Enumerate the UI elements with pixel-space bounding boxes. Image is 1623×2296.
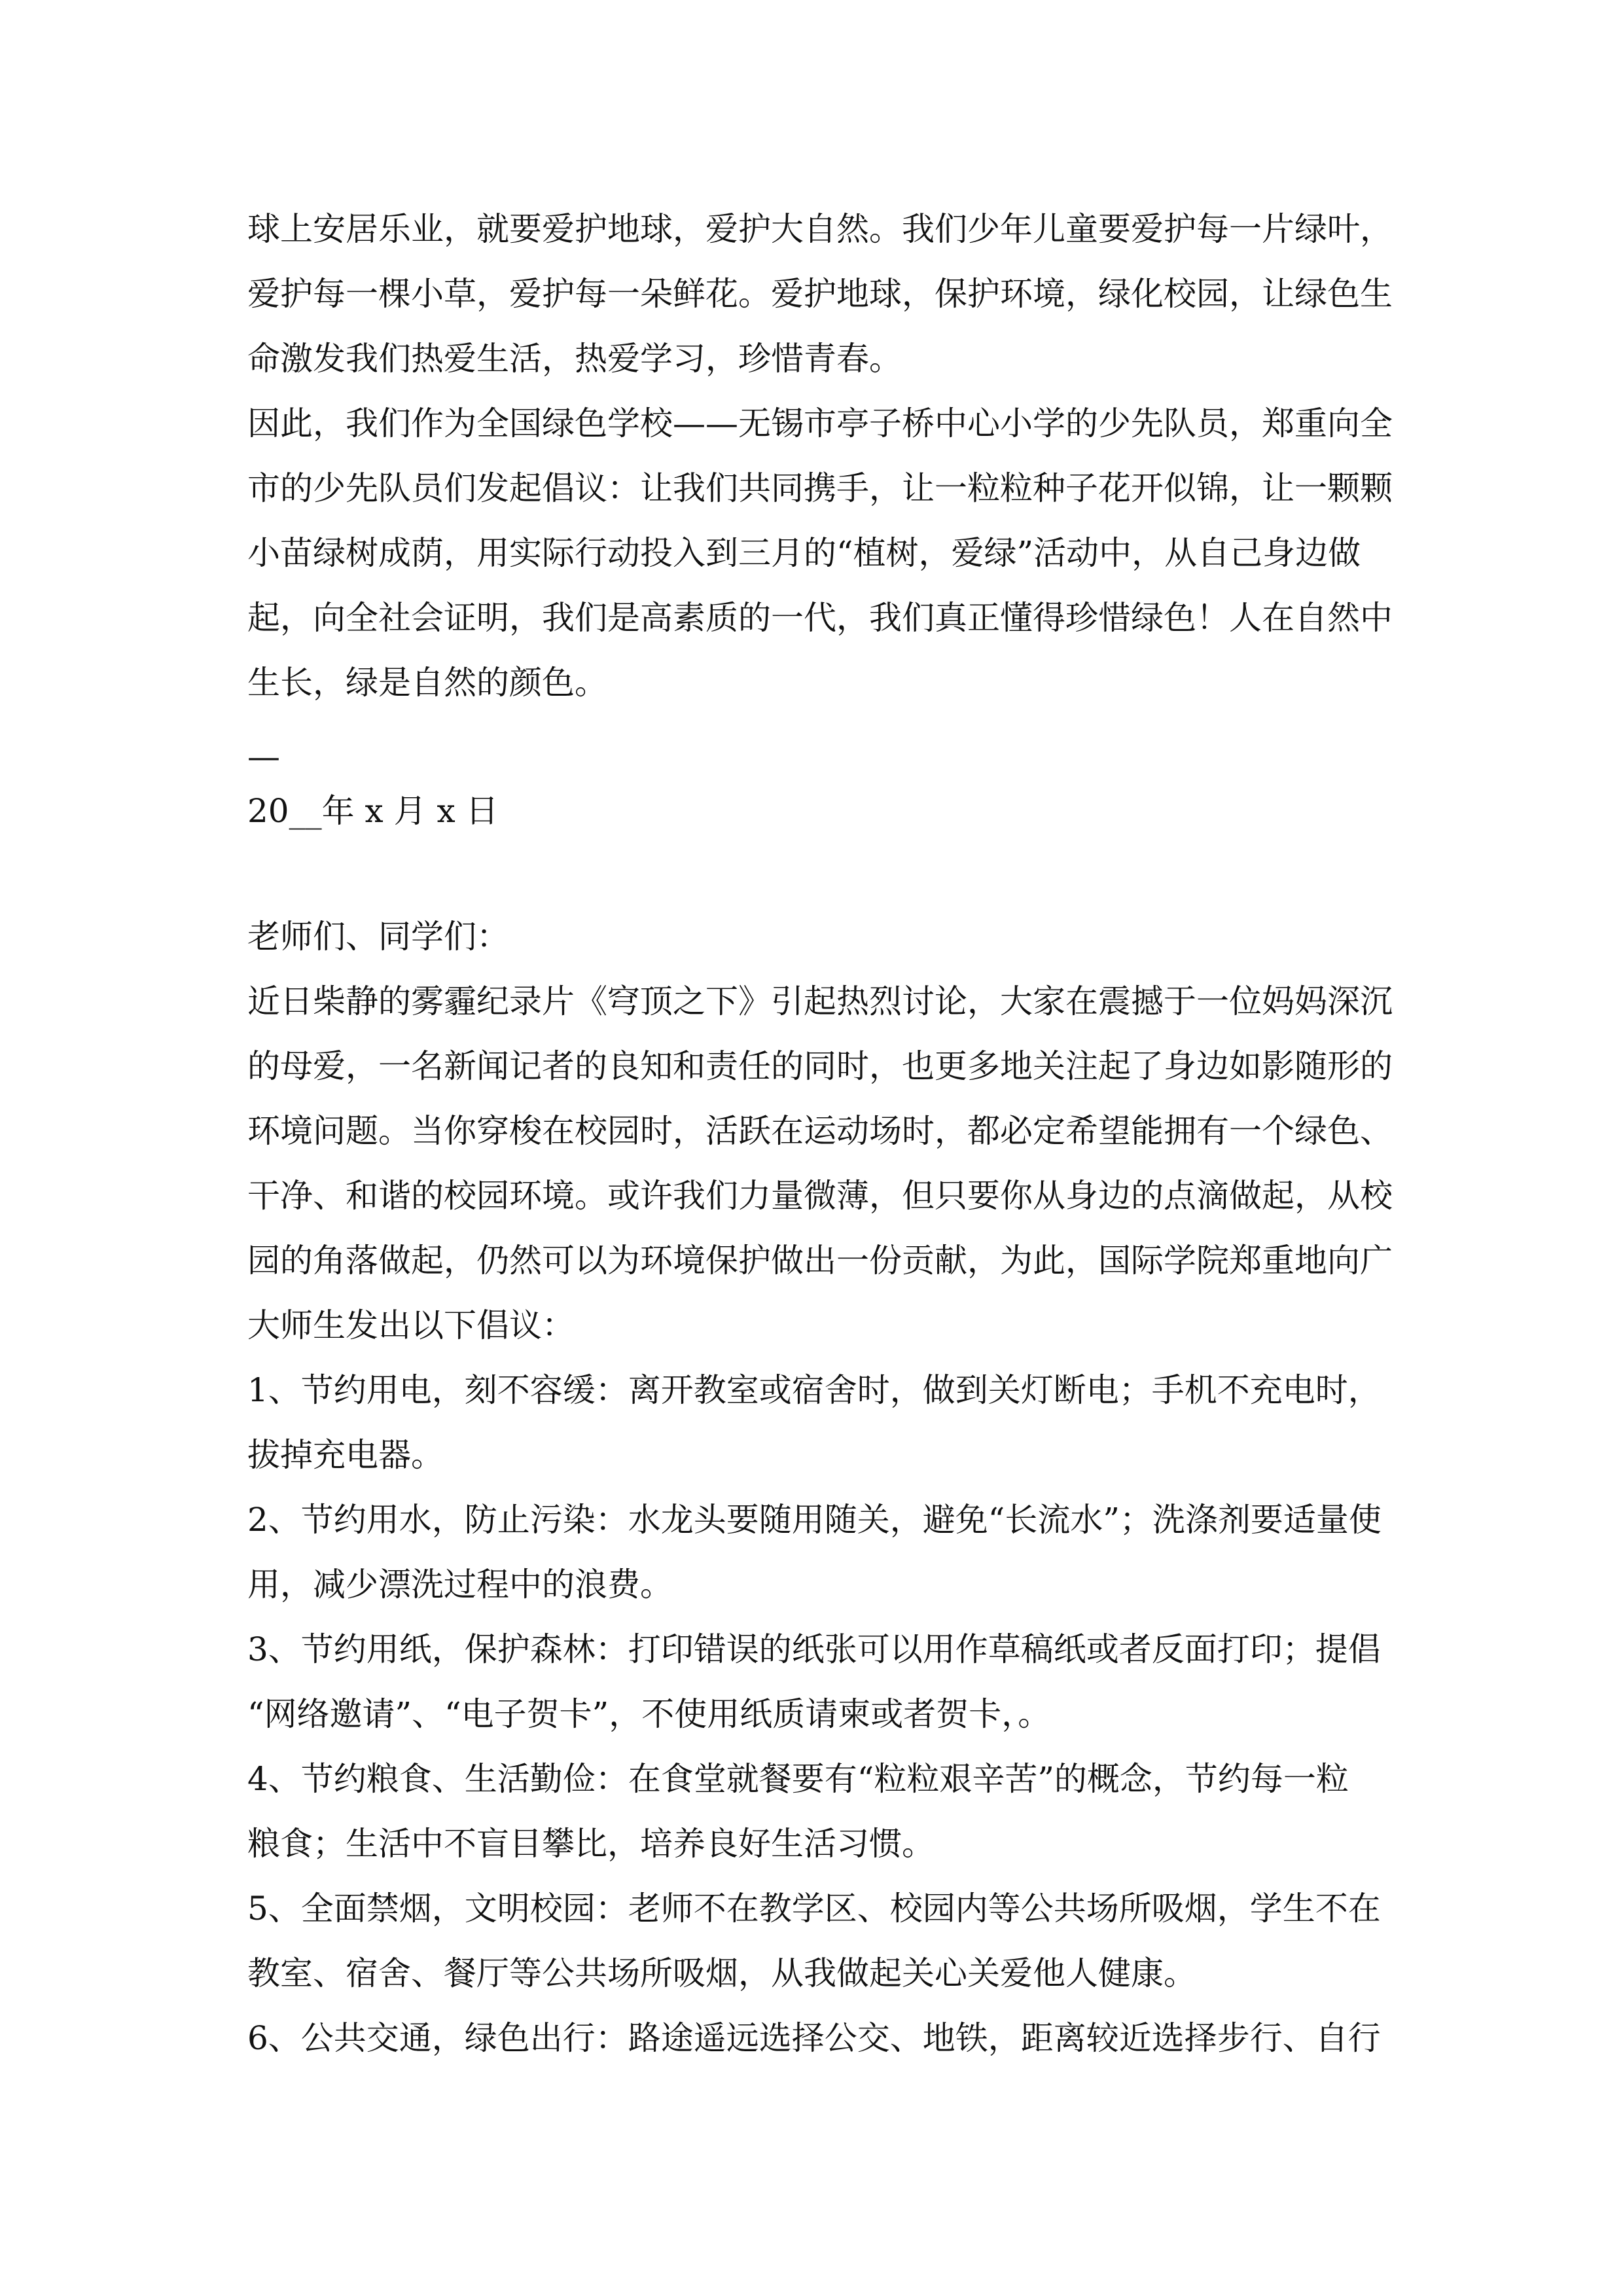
date-line: 20__年 x 月 x 日 bbox=[247, 792, 499, 830]
section-1 bbox=[247, 197, 1393, 844]
paragraph-line: 起，向全社会证明，我们是高素质的一代，我们真正懂得珍惜绿色！人在自然中 bbox=[247, 599, 1393, 637]
list-item-line: 1、节约用电，刻不容缓：离开教室或宿舍时，做到关灯断电；手机不充电时， bbox=[247, 1371, 1381, 1409]
paragraph-line: 环境问题。当你穿梭在校园时，活跃在运动场时，都必定希望能拥有一个绿色、 bbox=[247, 1112, 1393, 1150]
paragraph-line: 生长，绿是自然的颜色。 bbox=[247, 664, 607, 702]
paragraph-line: 的母爱，一名新闻记者的良知和责任的同时，也更多地关注起了身边如影随形的 bbox=[247, 1047, 1393, 1085]
paragraph-line: 爱护每一棵小草，爱护每一朵鲜花。爱护地球，保护环境，绿化校园，让绿色生 bbox=[247, 275, 1393, 313]
paragraph-line: 球上安居乐业，就要爱护地球，爱护大自然。我们少年儿童要爱护每一片绿叶， bbox=[247, 210, 1393, 248]
list-item-line: 拔掉充电器。 bbox=[247, 1436, 444, 1474]
signature-dash: — bbox=[247, 738, 280, 776]
greeting: 老师们、同学们： bbox=[247, 918, 509, 956]
list-item-line: “网络邀请”、“电子贺卡”，不使用纸质请柬或者贺卡，。 bbox=[247, 1695, 1051, 1733]
list-item-line: 2、节约用水，防止污染：水龙头要随用随关，避免“长流水”；洗涤剂要适量使 bbox=[247, 1501, 1382, 1539]
paragraph-line: 命激发我们热爱生活，热爱学习，珍惜青春。 bbox=[247, 340, 902, 378]
paragraph-line: 园的角落做起，仍然可以为环境保护做出一份贡献，为此，国际学院郑重地向广 bbox=[247, 1242, 1393, 1280]
paragraph-line: 近日柴静的雾霾纪录片《穹顶之下》引起热烈讨论，大家在震撼于一位妈妈深沉 bbox=[247, 982, 1393, 1020]
list-item-line: 4、节约粮食、生活勤俭：在食堂就餐要有“粒粒艰辛苦”的概念，节约每一粒 bbox=[247, 1760, 1349, 1798]
list-item-line: 6、公共交通，绿色出行：路途遥远选择公交、地铁，距离较近选择步行、自行 bbox=[247, 2019, 1381, 2057]
list-item-line: 教室、宿舍、餐厅等公共场所吸烟，从我做起关心关爱他人健康。 bbox=[247, 1954, 1196, 1992]
document-page bbox=[247, 197, 1393, 2071]
paragraph-line: 干净、和谐的校园环境。或许我们力量微薄，但只要你从身边的点滴做起，从校 bbox=[247, 1177, 1393, 1215]
paragraph-line: 因此，我们作为全国绿色学校——无锡市亭子桥中心小学的少先队员，郑重向全 bbox=[247, 404, 1393, 442]
list-item-line: 粮食；生活中不盲目攀比，培养良好生活习惯。 bbox=[247, 1825, 935, 1863]
section-2 bbox=[247, 905, 1393, 2071]
list-item-line: 3、节约用纸，保护森林：打印错误的纸张可以用作草稿纸或者反面打印；提倡 bbox=[247, 1630, 1381, 1668]
paragraph-line: 市的少先队员们发起倡议：让我们共同携手，让一粒粒种子花开似锦，让一颗颗 bbox=[247, 469, 1393, 507]
paragraph-line: 大师生发出以下倡议： bbox=[247, 1306, 575, 1344]
list-item-line: 用，减少漂洗过程中的浪费。 bbox=[247, 1566, 673, 1604]
list-item-line: 5、全面禁烟，文明校园：老师不在教学区、校园内等公共场所吸烟，学生不在 bbox=[247, 1890, 1381, 1928]
paragraph-line: 小苗绿树成荫，用实际行动投入到三月的“植树，爱绿”活动中，从自己身边做 bbox=[247, 534, 1361, 572]
